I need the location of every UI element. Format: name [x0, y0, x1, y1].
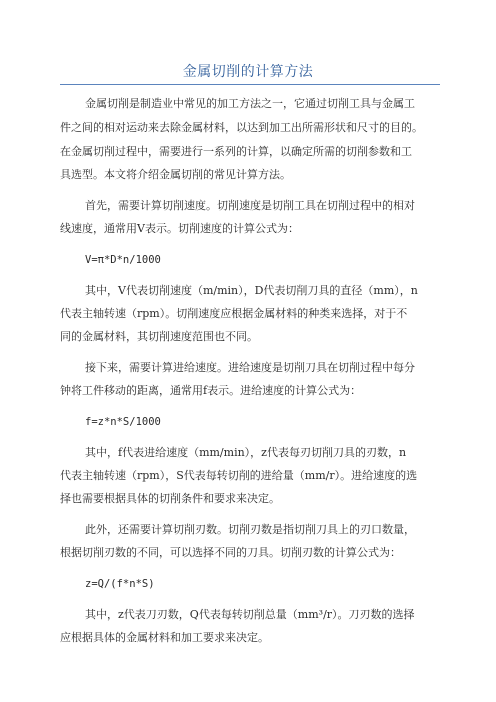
body-line: 具选型。本文将介绍金属切削的常见计算方法。 [60, 168, 291, 181]
body-line: 根据切削刃数的不同，可以选择不同的刀具。切削刃数的计算公式为： [60, 546, 401, 559]
formula-feed-rate: f=z*n*S/1000 [85, 416, 161, 428]
formula-cutting-speed: V=π*D*n/1000 [85, 254, 161, 266]
body-line: 此外，还需要计算切削刃数。切削刃数是指切削刀具上的刃口数量， [85, 523, 415, 536]
body-line: 其中，z代表刀刃数，Q代表每转切削总量（mm³/r）。刀刃数的选择 [85, 608, 415, 621]
body-line: 择也需要根据具体的切削条件和要求来决定。 [60, 492, 280, 505]
body-line: 同的金属材料，其切削速度范围也不同。 [60, 330, 258, 343]
body-line: 应根据具体的金属材料和加工要求来决定。 [60, 631, 269, 644]
body-line: 代表主轴转速（rpm）。切削速度应根据金属材料的种类来选择，对于不 [60, 307, 408, 320]
document-title: 金属切削的计算方法 [182, 64, 314, 80]
body-line: 在金属切削过程中，需要进行一系列的计算，以确定所需的切削参数和工 [60, 145, 412, 158]
body-line: 线速度，通常用V表示。切削速度的计算公式为： [60, 222, 299, 235]
body-line: 接下来，需要计算进给速度。进给速度是切削刀具在切削过程中每分 [85, 361, 415, 374]
body-line: 钟将工件移动的距离，通常用f表示。进给速度的计算公式为： [60, 384, 362, 397]
title-divider [60, 84, 440, 85]
body-line: 件之间的相对运动来去除金属材料，以达到加工出所需形状和尺寸的目的。 [60, 121, 423, 134]
formula-cutting-edges: z=Q/(f*n*S) [85, 578, 155, 590]
body-line: 首先，需要计算切削速度。切削速度是切削工具在切削过程中的相对 [85, 199, 415, 212]
body-line: 其中，f代表进给速度（mm/min），z代表每刃切削刀具的刃数，n [85, 446, 407, 459]
body-line: 其中，V代表切削速度（m/min），D代表切削刀具的直径（mm），n [85, 284, 418, 297]
body-line: 金属切削是制造业中常见的加工方法之一，它通过切削工具与金属工 [85, 97, 415, 110]
body-line: 代表主轴转速（rpm），S代表每转切削的进给量（mm/r）。进给速度的选 [60, 469, 418, 482]
